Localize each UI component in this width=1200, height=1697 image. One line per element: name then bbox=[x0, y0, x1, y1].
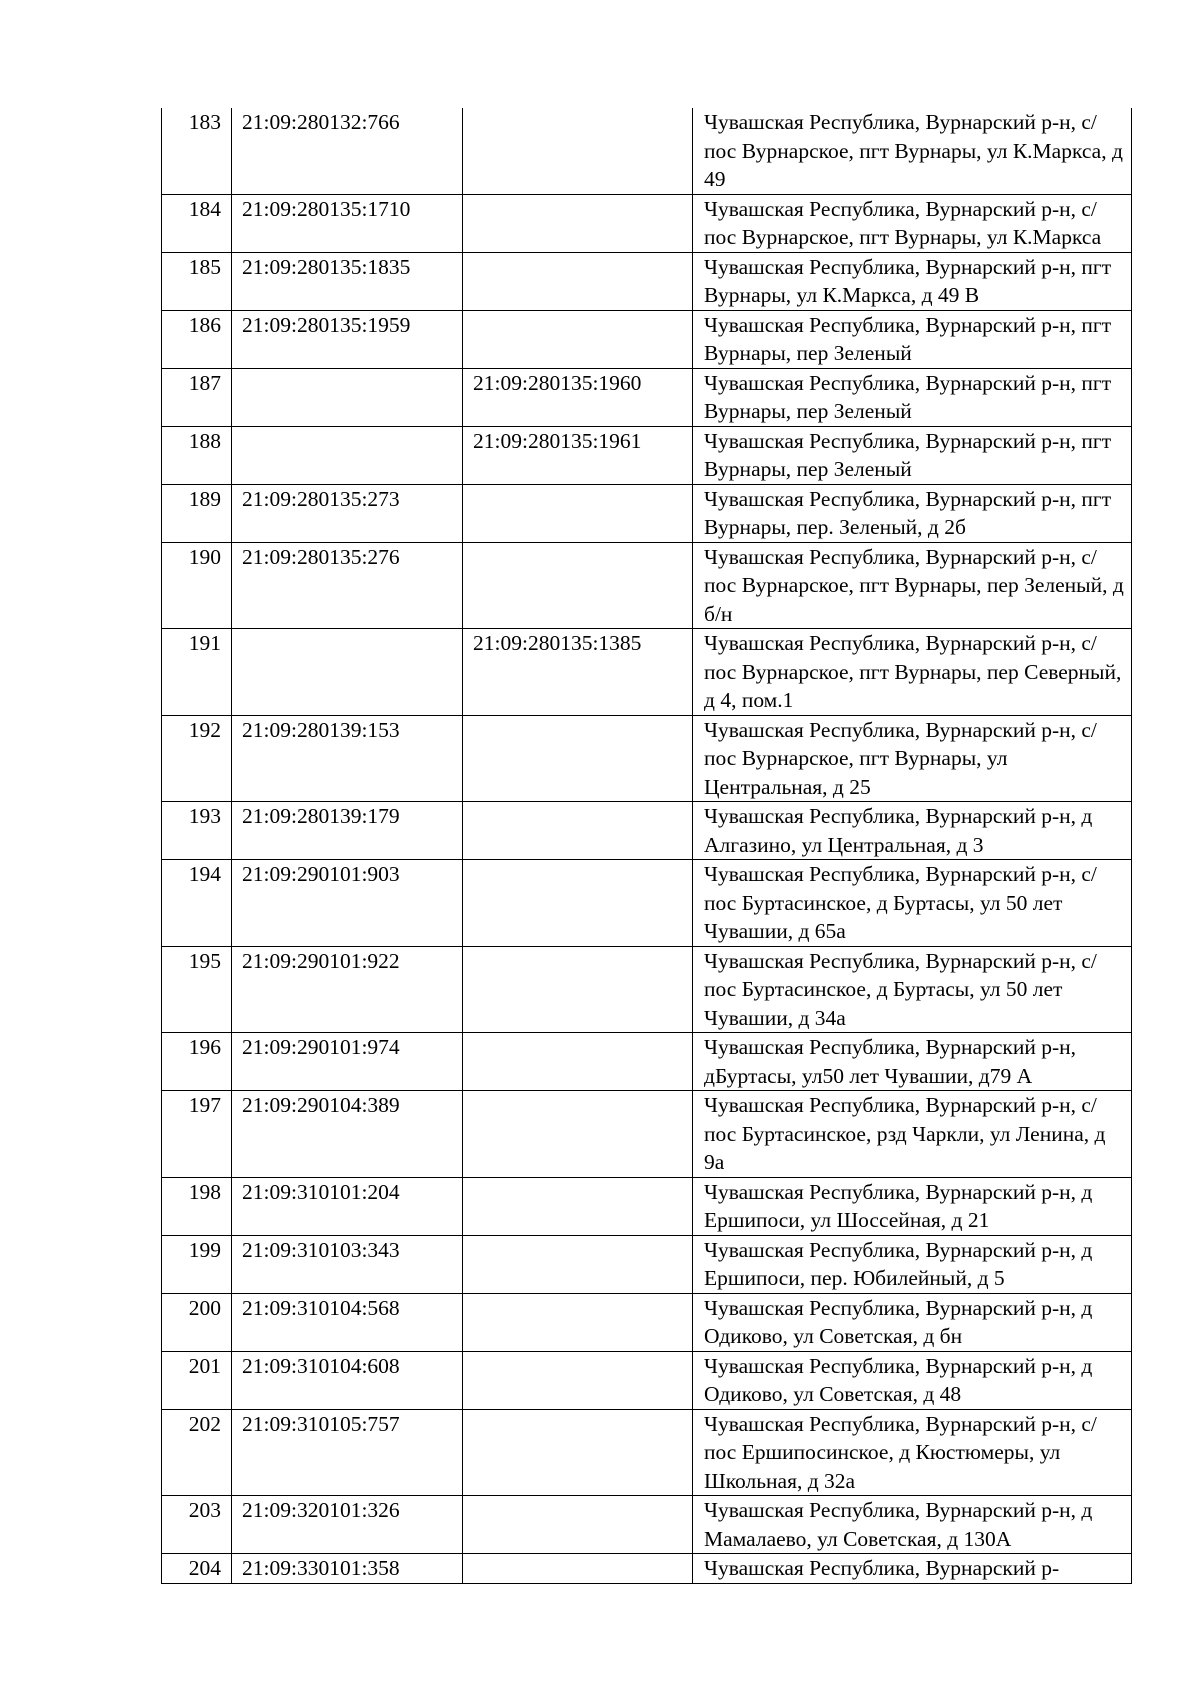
secondary-cadastral-number-cell bbox=[463, 946, 693, 1033]
cadastral-number-cell: 21:09:280132:766 bbox=[232, 108, 463, 194]
row-number-cell: 196 bbox=[162, 1033, 232, 1091]
cadastral-number-cell bbox=[232, 368, 463, 426]
secondary-cadastral-number-cell bbox=[463, 1235, 693, 1293]
row-number-cell: 202 bbox=[162, 1409, 232, 1496]
address-cell: Чувашская Республика, Вурнарский р-н, д Одиково, ул Советская, д бн bbox=[693, 1293, 1132, 1351]
row-number-cell: 204 bbox=[162, 1554, 232, 1584]
row-number-cell: 187 bbox=[162, 368, 232, 426]
row-number-cell: 197 bbox=[162, 1091, 232, 1178]
address-cell: Чувашская Республика, Вурнарский р-н, с/пос Буртасинское, д Буртасы, ул 50 лет Чувашии, д 65а bbox=[693, 860, 1132, 947]
secondary-cadastral-number-cell bbox=[463, 802, 693, 860]
row-number-cell: 190 bbox=[162, 542, 232, 629]
secondary-cadastral-number-cell bbox=[463, 310, 693, 368]
address-cell: Чувашская Республика, Вурнарский р-н, с/пос Буртасинское, д Буртасы, ул 50 лет Чувашии, д 34а bbox=[693, 946, 1132, 1033]
table-row bbox=[162, 860, 1132, 947]
registry-table-body bbox=[162, 108, 1132, 1583]
address-cell: Чувашская Республика, Вурнарский р- bbox=[693, 1554, 1132, 1584]
secondary-cadastral-number-cell bbox=[463, 252, 693, 310]
table-row bbox=[162, 1177, 1132, 1235]
row-number-cell: 198 bbox=[162, 1177, 232, 1235]
secondary-cadastral-number-cell bbox=[463, 1177, 693, 1235]
cadastral-number-cell: 21:09:280135:273 bbox=[232, 484, 463, 542]
cadastral-number-cell: 21:09:310104:608 bbox=[232, 1351, 463, 1409]
cadastral-number-cell: 21:09:280135:1710 bbox=[232, 194, 463, 252]
table-row bbox=[162, 542, 1132, 629]
table-row bbox=[162, 1496, 1132, 1554]
row-number-cell: 200 bbox=[162, 1293, 232, 1351]
address-cell: Чувашская Республика, Вурнарский р-н, пгт Вурнары, ул К.Маркса, д 49 В bbox=[693, 252, 1132, 310]
cadastral-number-cell: 21:09:280135:1959 bbox=[232, 310, 463, 368]
row-number-cell: 184 bbox=[162, 194, 232, 252]
table-row bbox=[162, 368, 1132, 426]
table-row bbox=[162, 108, 1132, 194]
table-row bbox=[162, 252, 1132, 310]
cadastral-number-cell: 21:09:290104:389 bbox=[232, 1091, 463, 1178]
table-row bbox=[162, 1409, 1132, 1496]
table-row bbox=[162, 310, 1132, 368]
table-row bbox=[162, 484, 1132, 542]
secondary-cadastral-number-cell bbox=[463, 1033, 693, 1091]
address-cell: Чувашская Республика, Вурнарский р-н, пгт Вурнары, пер Зеленый bbox=[693, 310, 1132, 368]
table-row bbox=[162, 1033, 1132, 1091]
secondary-cadastral-number-cell bbox=[463, 1293, 693, 1351]
cadastral-number-cell bbox=[232, 426, 463, 484]
cadastral-number-cell: 21:09:310104:568 bbox=[232, 1293, 463, 1351]
address-cell: Чувашская Республика, Вурнарский р-н, с/пос Буртасинское, рзд Чаркли, ул Ленина, д 9а bbox=[693, 1091, 1132, 1178]
address-cell: Чувашская Республика, Вурнарский р-н, пгт Вурнары, пер. Зеленый, д 2б bbox=[693, 484, 1132, 542]
secondary-cadastral-number-cell bbox=[463, 860, 693, 947]
cadastral-number-cell bbox=[232, 629, 463, 716]
cadastral-number-cell: 21:09:330101:358 bbox=[232, 1554, 463, 1584]
cadastral-number-cell: 21:09:310103:343 bbox=[232, 1235, 463, 1293]
table-row bbox=[162, 1091, 1132, 1178]
row-number-cell: 199 bbox=[162, 1235, 232, 1293]
secondary-cadastral-number-cell bbox=[463, 108, 693, 194]
table-row bbox=[162, 426, 1132, 484]
secondary-cadastral-number-cell bbox=[463, 542, 693, 629]
cadastral-number-cell: 21:09:280135:276 bbox=[232, 542, 463, 629]
address-cell: Чувашская Республика, Вурнарский р-н, д Одиково, ул Советская, д 48 bbox=[693, 1351, 1132, 1409]
address-cell: Чувашская Республика, Вурнарский р-н, пгт Вурнары, пер Зеленый bbox=[693, 426, 1132, 484]
cadastral-number-cell: 21:09:320101:326 bbox=[232, 1496, 463, 1554]
address-cell: Чувашская Республика, Вурнарский р-н, д Ершипоси, ул Шоссейная, д 21 bbox=[693, 1177, 1132, 1235]
row-number-cell: 188 bbox=[162, 426, 232, 484]
cadastral-number-cell: 21:09:310101:204 bbox=[232, 1177, 463, 1235]
secondary-cadastral-number-cell: 21:09:280135:1960 bbox=[463, 368, 693, 426]
row-number-cell: 186 bbox=[162, 310, 232, 368]
row-number-cell: 183 bbox=[162, 108, 232, 194]
address-cell: Чувашская Республика, Вурнарский р-н, пгт Вурнары, пер Зеленый bbox=[693, 368, 1132, 426]
cadastral-number-cell: 21:09:310105:757 bbox=[232, 1409, 463, 1496]
table-row bbox=[162, 946, 1132, 1033]
cadastral-number-cell: 21:09:280139:153 bbox=[232, 715, 463, 802]
row-number-cell: 193 bbox=[162, 802, 232, 860]
secondary-cadastral-number-cell bbox=[463, 1496, 693, 1554]
row-number-cell: 195 bbox=[162, 946, 232, 1033]
row-number-cell: 201 bbox=[162, 1351, 232, 1409]
address-cell: Чувашская Республика, Вурнарский р-н, дБуртасы, ул50 лет Чувашии, д79 А bbox=[693, 1033, 1132, 1091]
row-number-cell: 191 bbox=[162, 629, 232, 716]
secondary-cadastral-number-cell bbox=[463, 194, 693, 252]
table-row bbox=[162, 1293, 1132, 1351]
cadastral-number-cell: 21:09:290101:903 bbox=[232, 860, 463, 947]
table-row bbox=[162, 1351, 1132, 1409]
address-cell: Чувашская Республика, Вурнарский р-н, с/пос Вурнарское, пгт Вурнары, ул Центральная, д 25 bbox=[693, 715, 1132, 802]
cadastral-number-cell: 21:09:280135:1835 bbox=[232, 252, 463, 310]
secondary-cadastral-number-cell bbox=[463, 1554, 693, 1584]
cadastral-number-cell: 21:09:290101:922 bbox=[232, 946, 463, 1033]
address-cell: Чувашская Республика, Вурнарский р-н, с/пос Вурнарское, пгт Вурнары, ул К.Маркса, д 49 bbox=[693, 108, 1132, 194]
address-cell: Чувашская Республика, Вурнарский р-н, д Ершипоси, пер. Юбилейный, д 5 bbox=[693, 1235, 1132, 1293]
address-cell: Чувашская Республика, Вурнарский р-н, с/пос Вурнарское, пгт Вурнары, ул К.Маркса bbox=[693, 194, 1132, 252]
address-cell: Чувашская Республика, Вурнарский р-н, д Мамалаево, ул Советская, д 130А bbox=[693, 1496, 1132, 1554]
secondary-cadastral-number-cell bbox=[463, 715, 693, 802]
table-row bbox=[162, 1554, 1132, 1584]
address-cell: Чувашская Республика, Вурнарский р-н, с/пос Вурнарское, пгт Вурнары, пер Зеленый, д б/н bbox=[693, 542, 1132, 629]
secondary-cadastral-number-cell: 21:09:280135:1385 bbox=[463, 629, 693, 716]
row-number-cell: 194 bbox=[162, 860, 232, 947]
table-row bbox=[162, 802, 1132, 860]
secondary-cadastral-number-cell: 21:09:280135:1961 bbox=[463, 426, 693, 484]
secondary-cadastral-number-cell bbox=[463, 484, 693, 542]
cadastral-number-cell: 21:09:290101:974 bbox=[232, 1033, 463, 1091]
address-cell: Чувашская Республика, Вурнарский р-н, с/пос Ершипосинское, д Кюстюмеры, ул Школьная, д 32а bbox=[693, 1409, 1132, 1496]
secondary-cadastral-number-cell bbox=[463, 1409, 693, 1496]
row-number-cell: 185 bbox=[162, 252, 232, 310]
table-row bbox=[162, 194, 1132, 252]
cadastral-number-cell: 21:09:280139:179 bbox=[232, 802, 463, 860]
table-row bbox=[162, 715, 1132, 802]
secondary-cadastral-number-cell bbox=[463, 1351, 693, 1409]
address-cell: Чувашская Республика, Вурнарский р-н, с/пос Вурнарское, пгт Вурнары, пер Северный, д 4, пом.1 bbox=[693, 629, 1132, 716]
address-cell: Чувашская Республика, Вурнарский р-н, д Алгазино, ул Центральная, д 3 bbox=[693, 802, 1132, 860]
row-number-cell: 203 bbox=[162, 1496, 232, 1554]
table-row bbox=[162, 629, 1132, 716]
property-registry-table bbox=[161, 108, 1132, 1584]
row-number-cell: 192 bbox=[162, 715, 232, 802]
table-row bbox=[162, 1235, 1132, 1293]
row-number-cell: 189 bbox=[162, 484, 232, 542]
secondary-cadastral-number-cell bbox=[463, 1091, 693, 1178]
